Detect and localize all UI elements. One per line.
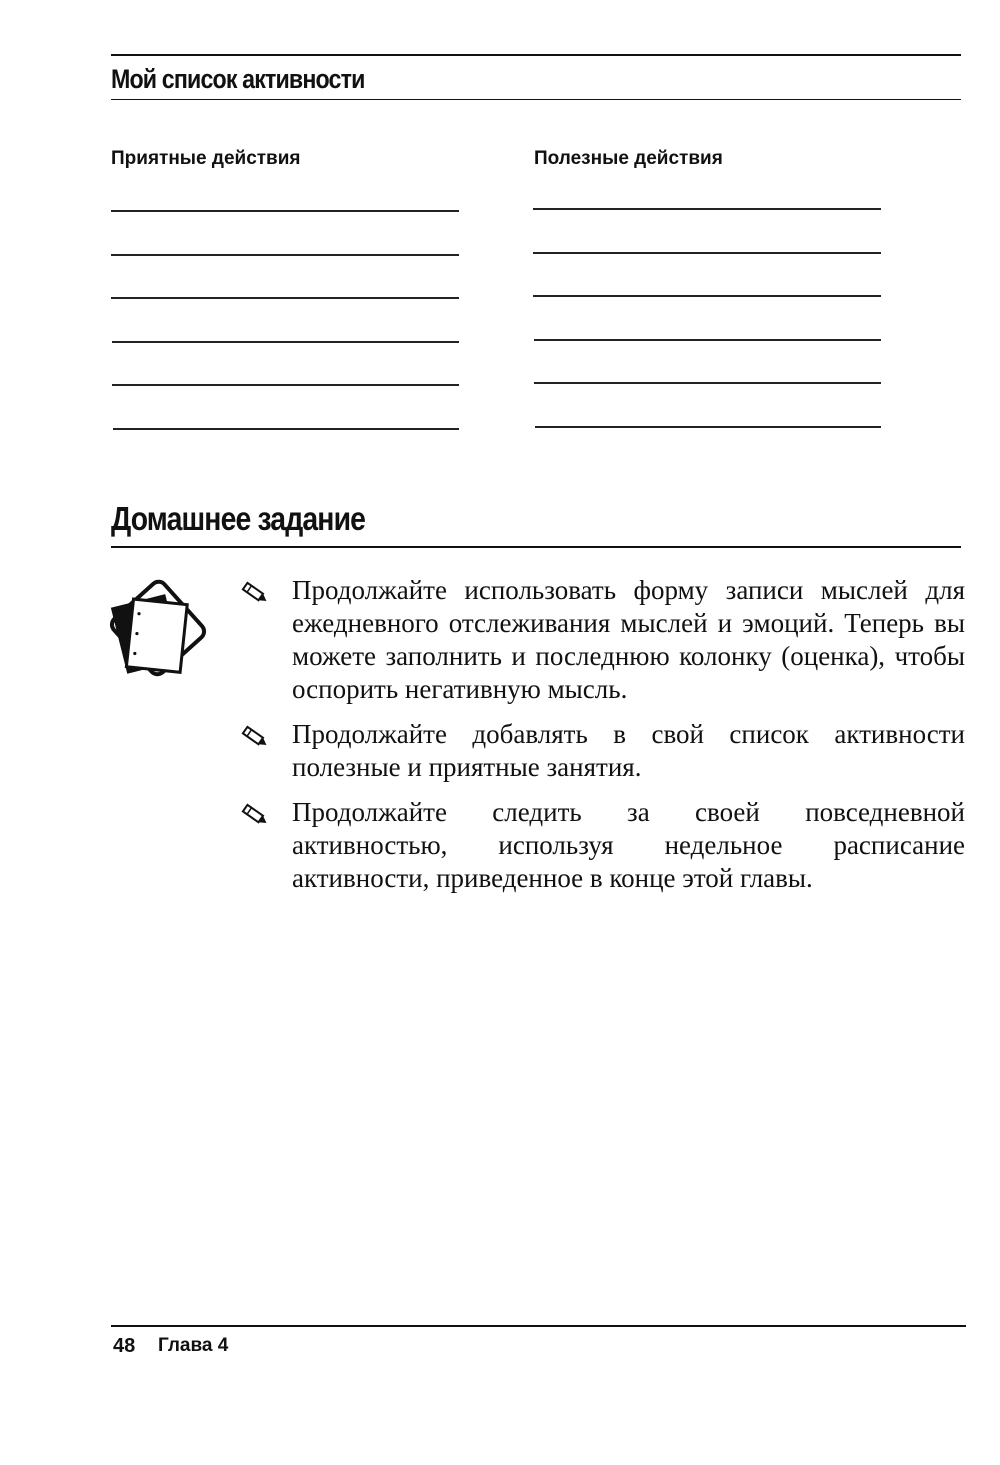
footer-rule (111, 1325, 966, 1327)
homework-item (240, 796, 965, 895)
useful-blank-line[interactable] (533, 208, 881, 210)
pleasant-blank-line[interactable] (112, 384, 459, 386)
pleasant-blank-line[interactable] (111, 210, 459, 212)
pencil-icon (240, 580, 270, 606)
pleasant-blank-line[interactable] (111, 254, 459, 256)
homework-item (240, 574, 965, 706)
useful-blank-line[interactable] (533, 295, 881, 297)
activity-title-underline (111, 99, 961, 100)
useful-blank-line[interactable] (534, 382, 881, 384)
homework-item-text: Продолжайте использовать форму записи мыслей для ежедневного отслеживания мыслей и эмоций. Теперь вы можете заполнить и последнюю колонку (оценка), чтобы оспорить негативную мысль. (292, 575, 965, 704)
page-number: 48 (113, 1335, 136, 1357)
homework-item-text: Продолжайте следить за своей повседневной активностью, используя недельное расписание активности, приведенное в конце этой главы. (292, 797, 965, 893)
useful-blank-line[interactable] (535, 426, 881, 428)
homework-list (240, 574, 965, 907)
pleasant-blank-line[interactable] (111, 297, 459, 299)
useful-actions-heading: Полезные действия (534, 148, 723, 169)
homework-item (240, 718, 965, 784)
useful-blank-line[interactable] (534, 339, 881, 341)
pleasant-blank-line[interactable] (113, 428, 459, 430)
pencil-icon (240, 802, 270, 828)
activity-list-title: Мой список активности (111, 64, 365, 94)
chapter-label: Глава 4 (158, 1335, 229, 1356)
notebook-icon (104, 572, 212, 682)
pleasant-blank-line[interactable] (112, 341, 459, 343)
homework-title: Домашнее задание (111, 500, 366, 537)
homework-item-text: Продолжайте добавлять в свой список активности полезные и приятные занятия. (292, 719, 965, 782)
pencil-icon (240, 724, 270, 750)
useful-blank-line[interactable] (533, 252, 881, 254)
homework-title-underline (111, 546, 961, 548)
top-rule (111, 54, 961, 56)
pleasant-actions-heading: Приятные действия (111, 148, 301, 169)
